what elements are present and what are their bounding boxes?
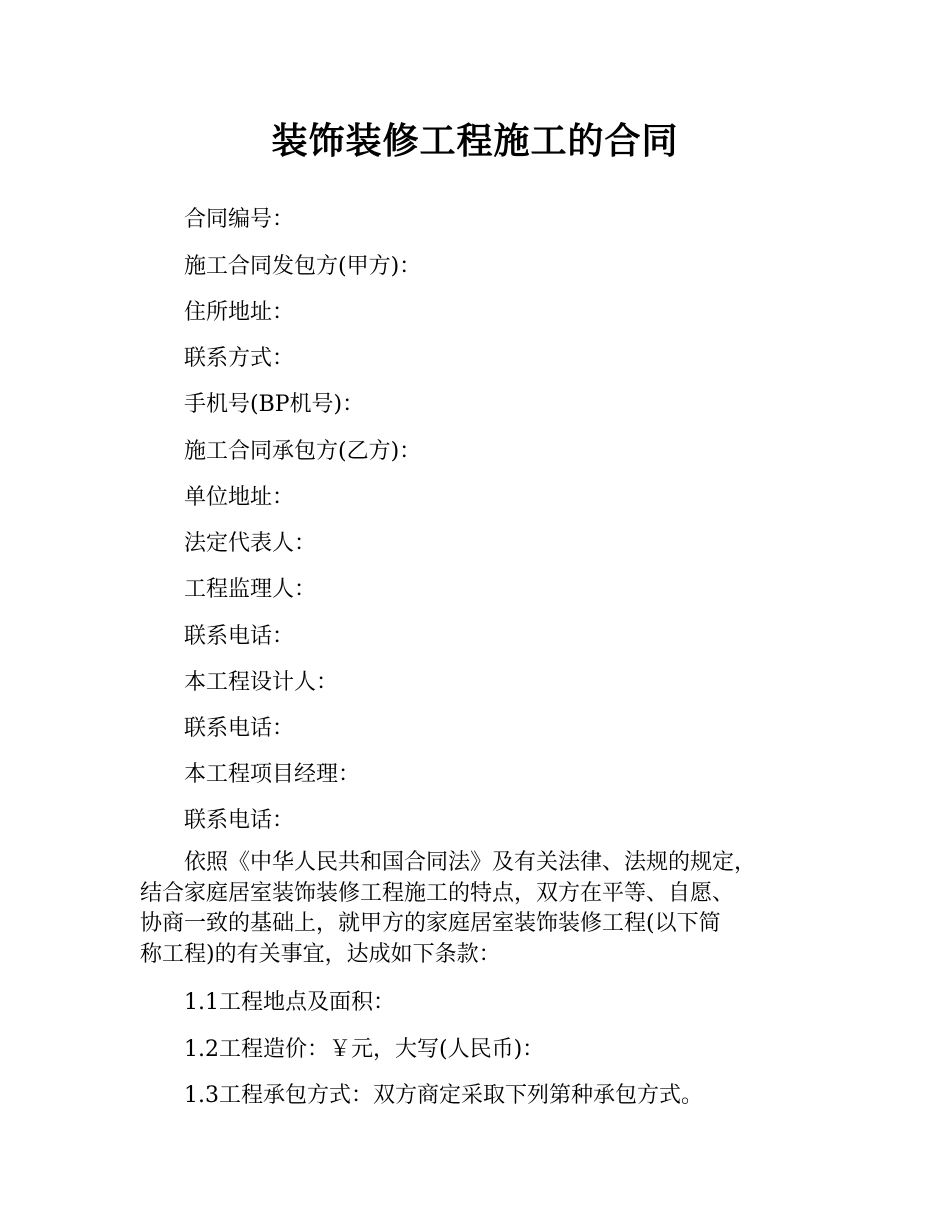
intro-line: 依照《中华人民共和国合同法》及有关法律、法规的规定， bbox=[184, 850, 757, 875]
clause-location-area: 1.1工程地点及面积： bbox=[184, 990, 395, 1015]
party-b-field: 施工合同承包方(乙方)： bbox=[184, 439, 422, 464]
intro-line: 协商一致的基础上，就甲方的家庭居室装饰装修工程(以下简 bbox=[140, 911, 721, 936]
intro-line: 结合家庭居室装饰装修工程施工的特点，双方在平等、自愿、 bbox=[140, 880, 735, 906]
supervisor-field: 工程监理人： bbox=[184, 577, 317, 602]
party-b-address-field: 单位地址： bbox=[184, 485, 295, 510]
legal-representative-field: 法定代表人： bbox=[184, 531, 317, 556]
party-a-mobile-field: 手机号(BP机号)： bbox=[184, 392, 365, 417]
supervisor-phone-field: 联系电话： bbox=[184, 624, 295, 649]
contract-number-field: 合同编号： bbox=[184, 207, 295, 232]
party-a-address-field: 住所地址： bbox=[184, 300, 295, 325]
clause-contract-mode: 1.3工程承包方式：双方商定采取下列第种承包方式。 bbox=[184, 1083, 703, 1108]
designer-field: 本工程设计人： bbox=[184, 670, 339, 695]
clause-price: 1.2工程造价：￥元，大写(人民币)： bbox=[184, 1037, 545, 1062]
project-manager-field: 本工程项目经理： bbox=[184, 762, 361, 787]
designer-phone-field: 联系电话： bbox=[184, 716, 295, 741]
party-a-field: 施工合同发包方(甲方)： bbox=[184, 254, 422, 279]
document-title: 装饰装修工程施工的合同 bbox=[271, 121, 679, 162]
party-a-contact-field: 联系方式： bbox=[184, 346, 295, 371]
project-manager-phone-field: 联系电话： bbox=[184, 808, 295, 833]
intro-line: 称工程)的有关事宜，达成如下条款： bbox=[140, 941, 501, 967]
intro-paragraph bbox=[140, 848, 820, 970]
